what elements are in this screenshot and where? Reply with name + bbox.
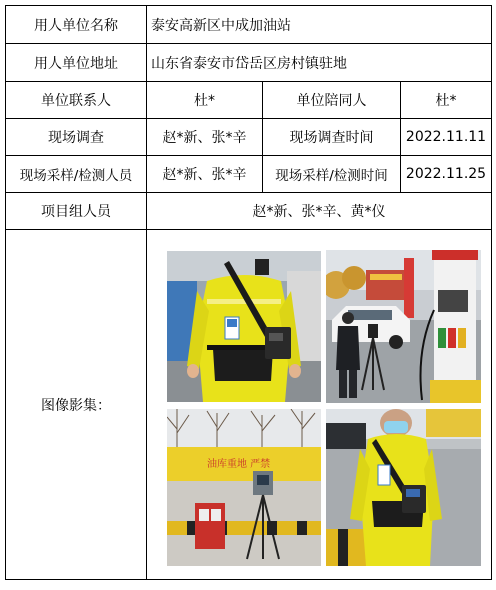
unit-address-label: 用人单位地址 xyxy=(6,44,147,82)
sampling-label: 现场采样/检测人员 xyxy=(6,156,147,193)
photo-grid xyxy=(157,242,487,579)
sampling-time-value: 2022.11.25 xyxy=(401,156,492,193)
photo-gas-station-tripod xyxy=(326,250,481,403)
escort-value: 杜* xyxy=(401,82,492,119)
contact-value: 杜* xyxy=(147,82,263,119)
table-row xyxy=(6,156,492,193)
unit-name-value: 泰安高新区中成加油站 xyxy=(147,6,492,44)
team-value: 赵*新、张*辛、黄*仪 xyxy=(147,193,492,230)
image-label: 图像影集： xyxy=(6,230,147,580)
sign-text: 油库重地 严禁 xyxy=(207,459,271,470)
survey-time-label: 现场调查时间 xyxy=(263,119,401,156)
table-row xyxy=(6,193,492,230)
photo-oil-depot-equipment xyxy=(167,409,321,566)
table-row xyxy=(6,119,492,156)
photo-worker-front xyxy=(167,251,321,402)
sampling-time-label: 现场采样/检测时间 xyxy=(263,156,401,193)
table-row xyxy=(6,44,492,82)
escort-label: 单位陪同人 xyxy=(263,82,401,119)
survey-value: 赵*新、张*辛 xyxy=(147,119,263,156)
photo-worker-mask xyxy=(326,409,481,566)
team-label: 项目组人员 xyxy=(6,193,147,230)
survey-label: 现场调查 xyxy=(6,119,147,156)
contact-label: 单位联系人 xyxy=(6,82,147,119)
unit-name-label: 用人单位名称 xyxy=(6,6,147,44)
sampling-value: 赵*新、张*辛 xyxy=(147,156,263,193)
survey-time-value: 2022.11.11 xyxy=(401,119,492,156)
table-row xyxy=(6,82,492,119)
table-row xyxy=(6,6,492,44)
unit-address-value: 山东省泰安市岱岳区房村镇驻地 xyxy=(147,44,492,82)
